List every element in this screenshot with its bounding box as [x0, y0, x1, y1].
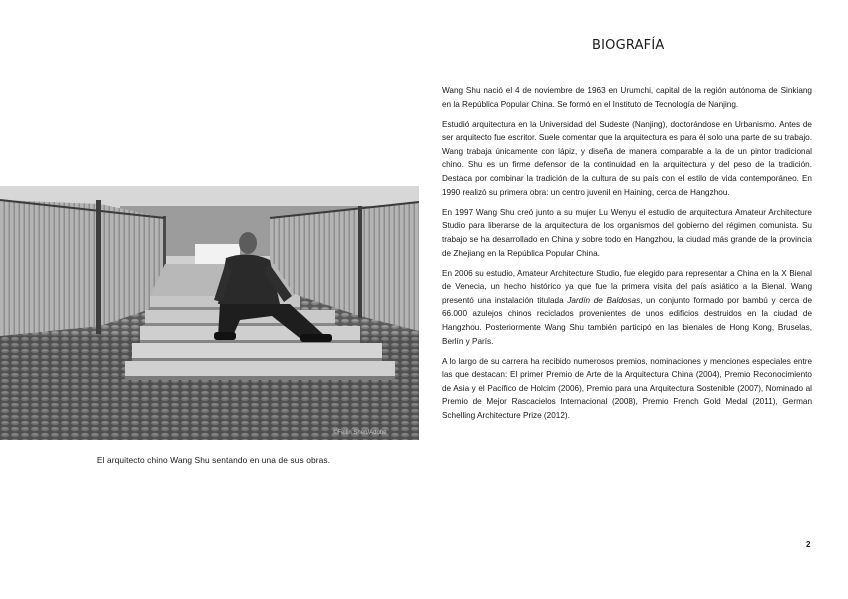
photo-caption: El arquitecto chino Wang Shu sentando en una de sus obras. [96, 455, 331, 465]
photo-illustration [0, 186, 419, 440]
photo-watermark: ©Feilin Shen/Adobe [333, 430, 387, 436]
page-title: BIOGRAFÍA [592, 38, 665, 53]
paragraph-venice-text-before: En 2006 su estudio, Amateur Architecture Studio, fue elegido para representar a China en la X Bienal de Venecia, un hecho histórico ya que fue la primera visita del país asiático a la Bienal. Wang presentó una instalación titulada [442, 268, 812, 305]
biography-text [442, 84, 812, 429]
page-number: 2 [806, 540, 811, 549]
paragraph-studies: Estudió arquitectura en la Universidad del Sudeste (Nanjing), doctorándose en Urbanismo. Antes de ser arquitecto fue escritor. Suele comentar que la arquitectura es para él solo una parte de su trabajo. Wang trabaja únicamente con lápiz, y diseña de manera comparable a la de un pintor tradicional chino. Shu es un firme defensor de la continuidad en la arquitectura y del peso de la tradición. Destaca por combinar la tradición de la cultura de su país con el estilo de vida contemporáneo. En 1990 realizó su primera obra: un centro juvenil en Haining, cerca de Hangzhou. [442, 119, 812, 197]
paragraph-venice-text-after: , un conjunto formado por bambú y cerca de 66.000 azulejos chinos reciclados provenientes de unos edificios destruidos en la ciudad de Hangzhou. Posteriormente Wang Shu también participó en las bienales de Hong Kong, Bruselas, Berlín y París. [442, 295, 812, 346]
architect-photo [0, 186, 419, 440]
paragraph-venice-biennale [442, 267, 812, 349]
paragraph-awards: A lo largo de su carrera ha recibido numerosos premios, nominaciones y menciones especiales entre las que destacan: El primer Premio de Arte de la Arquitectura China (2004), Premio Reconocimiento de Asia y el Pacífico de Holcim (2006), Premio para una Arquitectura Sostenible (2007), Nominado al Premio de Mejor Rascacielos Internacional (2008), Premio French Gold Medal (2011), German Schelling Architecture Prize (2012). [442, 356, 812, 421]
paragraph-birth: Wang Shu nació el 4 de noviembre de 1963 en Urumchi, capital de la región autónoma de Sinkiang en la República Popular China. Se formó en el Instituto de Tecnología de Nanjing. [442, 86, 812, 109]
paragraph-studio: En 1997 Wang Shu creó junto a su mujer Lu Wenyu el estudio de arquitectura Amateur Architecture Studio para liberarse de la arquitectura de los organismos del gobierno del régimen comunista. Su trabajo se ha desarrollado en China y sobre todo en Hangzhou, la ciudad más grande de la provincia de Zhejiang en la República Popular China. [442, 207, 812, 258]
installation-title: Jardín de Baldosas [567, 295, 641, 305]
